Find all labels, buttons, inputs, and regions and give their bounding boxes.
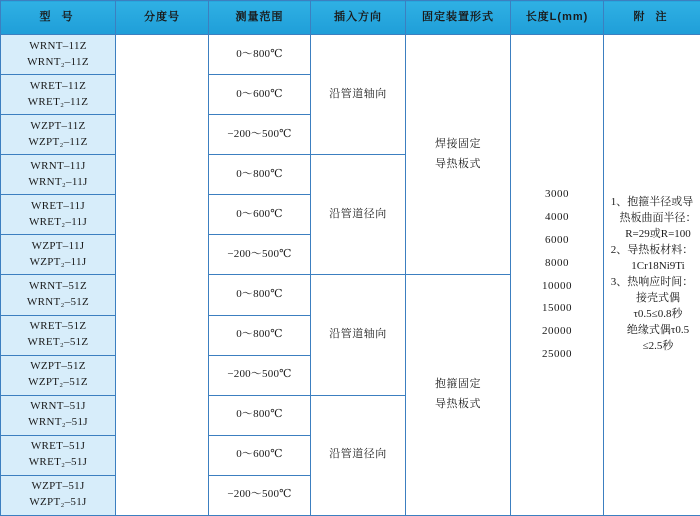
model-cell (1, 315, 116, 355)
table-row (1, 35, 700, 75)
length-value: 8000 (545, 256, 569, 269)
length-value: 4000 (545, 210, 569, 223)
model-line: WZPT–51J (31, 480, 85, 493)
length-value: 10000 (542, 279, 572, 292)
model-line: WRNT–51J (30, 400, 86, 413)
model-cell (1, 155, 116, 195)
model-line: WZPT–51Z (30, 360, 86, 373)
remark-line: 热板曲面半径： (619, 212, 697, 225)
table-header-row (1, 1, 700, 35)
range-cell: −200～500℃ (209, 355, 311, 395)
remark-line: 2、导热板材料： (610, 244, 694, 257)
model-line: WRNT–51Z (28, 280, 87, 293)
model-line: WZPT₂–11J (29, 255, 87, 268)
range-cell: 0～800℃ (209, 155, 311, 195)
model-line: WRET₂–51J (28, 456, 88, 469)
range-cell: 0～800℃ (209, 35, 311, 75)
fixing-cell (406, 275, 511, 516)
range-cell: −200～500℃ (209, 115, 311, 155)
length-value: 15000 (542, 302, 572, 315)
model-line: WRET₂–11J (28, 215, 88, 228)
fixing-line: 焊接固定 (435, 137, 481, 150)
header-remarks: 附 注 (604, 1, 700, 35)
remark-line: τ0.5≤0.8秒 (633, 307, 683, 320)
direction-cell: 沿管道轴向 (311, 35, 406, 155)
model-cell (1, 195, 116, 235)
length-value: 20000 (542, 325, 572, 338)
header-length: 长度L(mm) (511, 1, 604, 35)
header-fixing-type: 固定装置形式 (406, 1, 511, 35)
model-line: WRET–11Z (29, 79, 87, 92)
range-cell: −200～500℃ (209, 475, 311, 515)
fixing-line: 抱箍固定 (435, 378, 481, 391)
model-line: WRET–11J (31, 199, 85, 212)
remark-line: 接壳式偶 (636, 291, 680, 304)
fixing-line: 导热板式 (435, 398, 481, 411)
range-cell: 0～800℃ (209, 275, 311, 315)
model-line: WZPT–11J (31, 239, 85, 252)
model-cell (1, 355, 116, 395)
model-line: WRET–51Z (29, 320, 87, 333)
range-cell: 0～600℃ (209, 195, 311, 235)
header-insertion-direction: 插入方向 (311, 1, 406, 35)
fixing-cell (406, 35, 511, 275)
model-cell (1, 435, 116, 475)
model-line: WZPT–11Z (30, 119, 86, 132)
range-cell: 0～600℃ (209, 435, 311, 475)
range-cell: 0～600℃ (209, 75, 311, 115)
model-line: WRET₂–11Z (27, 95, 89, 108)
grade-code-cell (116, 35, 209, 516)
remark-line: ≤2.5秒 (642, 339, 674, 352)
model-line: WRNT₂–11J (28, 175, 88, 188)
model-cell (1, 235, 116, 275)
remark-line: 1Cr18Ni9Ti (631, 260, 685, 273)
remarks-cell (604, 35, 700, 516)
model-cell (1, 475, 116, 515)
header-model: 型 号 (1, 1, 116, 35)
model-line: WRNT–11Z (29, 39, 87, 52)
model-line: WRET₂–51Z (27, 336, 89, 349)
model-cell (1, 75, 116, 115)
model-line: WRET–51J (30, 440, 86, 453)
header-measuring-range: 测量范围 (209, 1, 311, 35)
direction-cell: 沿管道径向 (311, 155, 406, 275)
remark-line: R=29或R=100 (625, 228, 691, 241)
model-cell (1, 115, 116, 155)
model-cell (1, 275, 116, 315)
model-line: WRNT₂–51Z (26, 296, 90, 308)
model-line: WZPT₂–11Z (28, 135, 88, 148)
length-value: 25000 (542, 348, 572, 361)
remark-line: 1、抱箍半径或导 (610, 196, 694, 209)
model-line: WRNT–11J (30, 159, 86, 172)
remark-line: 3、热响应时间： (610, 276, 694, 288)
length-value: 3000 (545, 187, 569, 200)
range-cell: 0～800℃ (209, 315, 311, 355)
direction-cell: 沿管道径向 (311, 395, 406, 515)
length-cell (511, 35, 604, 516)
range-cell: 0～800℃ (209, 395, 311, 435)
fixing-line: 导热板式 (435, 157, 481, 170)
remark-line: 绝缘式偶τ0.5 (626, 323, 690, 336)
model-line: WZPT₂–51J (29, 496, 87, 509)
header-grade-code: 分度号 (116, 1, 209, 35)
length-value: 6000 (545, 233, 569, 246)
direction-cell: 沿管道轴向 (311, 275, 406, 395)
model-cell (1, 395, 116, 435)
range-cell: −200～500℃ (209, 235, 311, 275)
model-line: WRNT₂–11Z (27, 55, 89, 68)
model-line: WZPT₂–51Z (28, 376, 88, 389)
model-line: WRNT₂–51J (28, 416, 88, 429)
model-cell (1, 35, 116, 75)
